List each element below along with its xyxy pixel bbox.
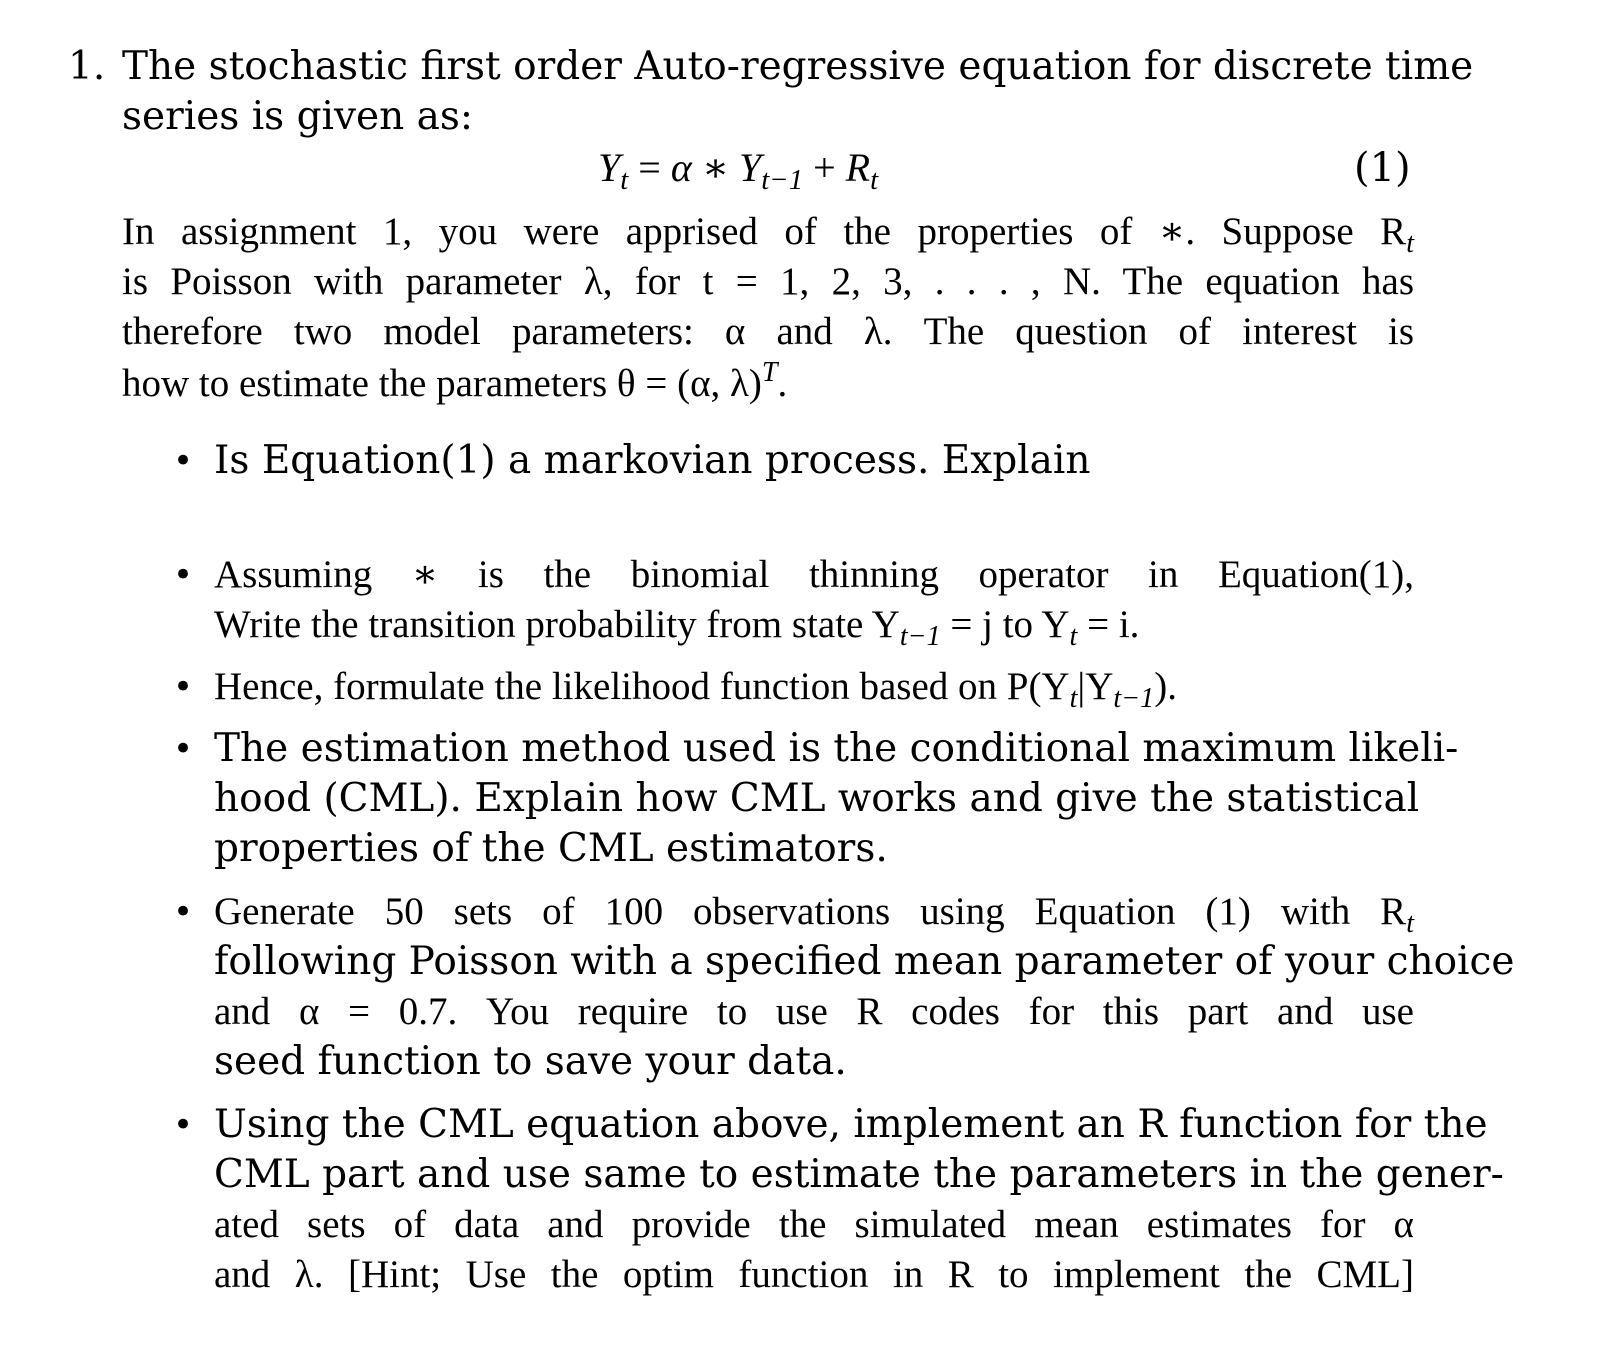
intro-line-1: The stochastic first order Auto-regressive equation for discrete time — [122, 44, 1474, 89]
bullet-2-middle: = j to Y — [940, 603, 1070, 646]
bullet-5-line-1-text: Generate 50 sets of 100 observations using Equation (1) with R — [214, 890, 1407, 933]
bullet-6-line-1: Using the CML equation above, implement an R function for the — [214, 1102, 1488, 1147]
equation-r: R — [845, 145, 871, 190]
bullet-marker-2: • — [172, 555, 194, 595]
bullet-6-line-4: and λ. [Hint; Use the optim function in R to implement the CML] — [214, 1253, 1414, 1296]
equation-star: ∗ — [691, 145, 740, 190]
equation-previous-y: Y — [739, 145, 762, 190]
intro-line-2: series is given as: — [122, 94, 474, 139]
bullet-marker-5: • — [172, 892, 194, 932]
equation-alpha: α — [670, 145, 692, 190]
bullet-2-line-2-text: Write the transition probability from state Y — [214, 603, 900, 646]
bullet-2-line-2 — [214, 601, 1414, 653]
bullet-2-line-1: Assuming ∗ is the binomial thinning operator in Equation(1), — [214, 553, 1414, 596]
equation-lhs-subscript: t — [620, 164, 629, 197]
bullet-3-subscript-1: t — [1069, 682, 1078, 714]
equation-number: (1) — [1354, 145, 1411, 191]
equation-equals: = — [628, 145, 671, 190]
paragraph-line-4-text: how to estimate the parameters θ = (α, λ) — [122, 362, 762, 405]
bullet-5-line-3: and α = 0.7. You require to use R codes for this part and use — [214, 990, 1414, 1033]
equation-plus: + — [803, 145, 846, 190]
equation-r-subscript: t — [870, 164, 879, 197]
bullet-4-line-3: properties of the CML estimators. — [214, 826, 888, 871]
paragraph-line-4-superscript: T — [761, 357, 778, 389]
paragraph-line-3: therefore two model parameters: α and λ. The question of interest is — [122, 310, 1414, 353]
bullet-marker-6: • — [172, 1105, 194, 1145]
paragraph-line-1-subscript: t — [1406, 227, 1414, 259]
bullet-3-line-1-text: Hence, formulate the likelihood function based on P(Y — [214, 665, 1070, 708]
paragraph-line-2: is Poisson with parameter λ, for t = 1, 2, 3, . . . , N. The equation has — [122, 260, 1414, 303]
paragraph-line-1-text: In assignment 1, you were apprised of the properties of ∗. Suppose R — [122, 210, 1407, 253]
bullet-5-subscript: t — [1406, 907, 1414, 939]
equation-previous-y-subscript: t−1 — [761, 164, 804, 197]
bullet-6-line-2: CML part and use same to estimate the parameters in the gener- — [214, 1152, 1504, 1197]
bullet-2-subscript-2: t — [1069, 620, 1078, 652]
bullet-5-line-4: seed function to save your data. — [214, 1039, 847, 1084]
paragraph-line-1 — [122, 208, 1414, 260]
bullet-2-end: = i. — [1077, 603, 1140, 646]
equation-lhs: Y — [598, 145, 621, 190]
bullet-1-line-1: Is Equation(1) a markovian process. Explain — [214, 438, 1091, 483]
problem-number: 1. — [68, 44, 106, 89]
bullet-5-line-2: following Poisson with a specified mean parameter of your choice — [214, 939, 1515, 984]
bullet-4-line-2: hood (CML). Explain how CML works and give the statistical — [214, 776, 1420, 821]
bullet-marker-4: • — [172, 729, 194, 769]
bullet-marker-1: • — [172, 441, 194, 481]
ar-equation — [598, 144, 878, 196]
paragraph-line-4-end: . — [777, 362, 788, 405]
bullet-6-line-3: ated sets of data and provide the simulated mean estimates for α — [214, 1203, 1414, 1246]
bullet-3-line-1 — [214, 663, 1414, 715]
bullet-5-line-1 — [214, 888, 1414, 940]
bullet-2-subscript-1: t−1 — [899, 620, 941, 652]
bullet-3-subscript-2: t−1 — [1113, 682, 1155, 714]
bullet-4-line-1: The estimation method used is the conditional maximum likeli- — [214, 726, 1459, 771]
bullet-marker-3: • — [172, 667, 194, 707]
paragraph-line-4 — [122, 357, 1414, 412]
bullet-3-middle: |Y — [1077, 665, 1114, 708]
bullet-3-end: ). — [1154, 665, 1177, 708]
